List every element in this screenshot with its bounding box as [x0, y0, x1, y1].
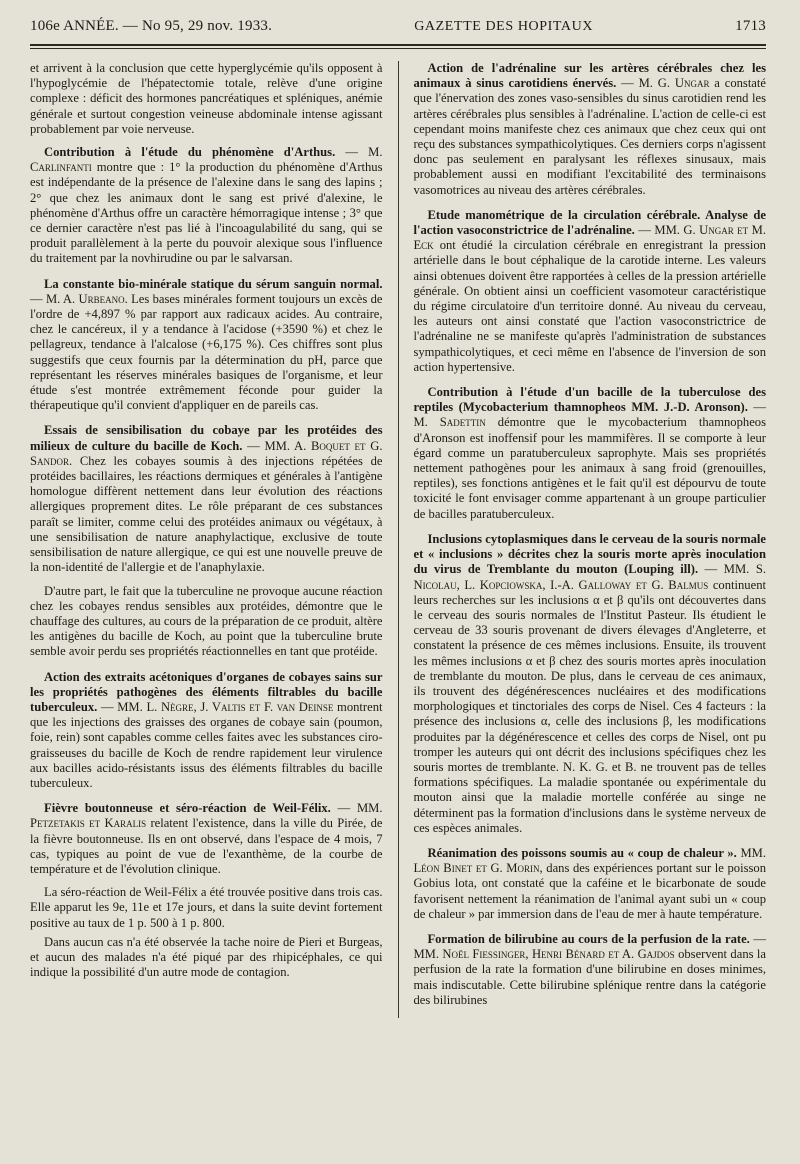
- article-bacille-reptiles: Contribution à l'étude d'un bacille de la tuberculose des reptiles (Mycobacterium thamnopheos MM. J.-D. Aronson). — M. Sadettin démontre que le mycobacterium thamnopheos d'Aronson est inoffensif pour les mammifères. Il se comporte à leur égard comme un paratuberculeux saprophyte. Mais ses propriétés nettement pathogènes pour les animaux à sang froid (grenouilles, reptiles), ses fonctions antigènes et le fait qu'il est dépourvu de toute toxicité le font envisager comme appartenant à un groupe particulier de bacilles paratuberculeux.: [413, 385, 766, 521]
- article-author: M. G. Ungar: [638, 76, 710, 91]
- article-text-3: Dans aucun cas n'a été observée la tache noire de Pieri et Burgeas, et aucun des malades n'a été piqué par des rhipicéphales, ce qui indique la possibilité d'un autre mode de contagion.: [30, 934, 383, 980]
- article-author: M. A. Urbeano.: [45, 291, 128, 306]
- article-title: Contribution à l'étude du phénomène d'Arthus.: [44, 145, 336, 160]
- article-text: a constaté que l'énervation des zones vaso-sensibles du sinus carotidien rend les artères cérébrales plus sensibles à l'adrénaline. L'action de celle-ci est cependant moins manifeste chez ces animaux que chez ceux qui ont reçu des substances sympathicolytiques. Ces derniers corps n'agissent donc pas seulement en paralysant les réflexes sinusaux, mais probablement aussi en modifiant l'excitabilité des terminaisons vasomotrices au niveau des artères cérébrales.: [413, 76, 766, 197]
- left-column: [30, 61, 392, 1018]
- article-author: MM. Léon Binet et G. Morin,: [413, 845, 767, 876]
- article-title: Action des extraits acétoniques d'organes de cobayes sains sur les propriétés pathogènes des éléments filtrables du bacille tuberculeux.: [30, 669, 383, 714]
- article-inclusions-cytoplasmiques: Inclusions cytoplasmiques dans le cerveau de la souris normale et « inclusions » décrites chez la souris morte après inoculation du virus de Tremblante du mouton (Louping ill). — MM. S. Nicolau, L. Kopciowska, I.-A. Galloway et G. Balmus continuent leurs recherches sur les inclusions α et β qu'ils ont découvertes dans le cerveau des souris normales de l'Institut Pasteur. Ils étudient le cerveau de 33 souris provenant de divers élevages d'Angleterre, et constatent la présence de ces mêmes inclusions. Ensuite, ils trouvent les mêmes inclusions α et β chez des souris mortes après inoculation de tremblante du mouton. De plus, dans le cerveau de ces animaux, ils trouvent des dégénérescences nucléaires et des modifications morphologiques et tinctoriales des corps de Nisel. Ces 4 facteurs : la présence des inclusions α, celle des inclusions β, les modifications produites par la dégénérescence et celles des corps de Nisel, ont pu tromper les auteurs qui ont décrit des inclusions spécifiques chez les souris mortes de tremblante. N. K. G. et B. ne trouvent pas de telles formations spécifiques. La maladie spontanée ou expérimentale du mouton ainsi que la maladie mortelle conférée au singe ne déterminent pas la formation d'inclusions dans le système nerveux de ces espèces animales.: [413, 531, 766, 835]
- article-author: MM. G. Ungar et M. Eck: [413, 223, 766, 253]
- article-author: MM. S. Nicolau, L. Kopciowska, I.-A. Galloway et G. Balmus: [413, 562, 766, 592]
- page-header: [30, 18, 766, 40]
- header-rule: [30, 44, 766, 46]
- article-title: Action de l'adrénaline sur les artères cérébrales chez les animaux à sinus carotidiens énervés.: [413, 61, 766, 91]
- article-text-2: La séro-réaction de Weil-Félix a été trouvée positive dans trois cas. Elle apparut les 9e, 11e et 17e jours, et dans la suite devint fortement positive au taux de 1 p. 500 à 1 p. 800.: [30, 885, 383, 930]
- article-reanimation-poissons: [413, 846, 766, 922]
- article-arthus: Contribution à l'étude du phénomène d'Arthus. — M. Carlinfanti montre que : 1° la production du phénomène d'Arthus est indépendante de la présence de l'alexine dans le sang des lapins ; 2° que chez les animaux dont le sang est privé d'alexine, le phénomène d'Arthus offre un caractère hémorragique intense ; 3° que ce dernier caractère n'est pas lié à l'incoagulabilité du sang, qui se produit parallèlement à la perte du pouvoir alexique sous l'influence du traitement par la novhirudine ou par le salvarsan.: [30, 145, 383, 266]
- article-text: Chez les cobayes soumis à des injections répétées de protéides bacillaires, les réactions dermiques et générales à l'antigène homologue diffèrent nettement dans leur évolution des réactions allergiques proprement dites. Le rôle préparant de ces substances paraît se limiter, comme celui des protéides animaux ou végétaux, à une sensibilisation de nature anaphylactique, exclusive de toute sensibilisation de nature allergique, ce qui est une nouvelle preuve de la non-identité de l'allergie et de l'anaphylaxie.: [30, 453, 383, 575]
- article-title: Réanimation des poissons soumis au « coup de chaleur ».: [427, 845, 737, 860]
- header-rule-thin: [30, 48, 766, 49]
- article-title: Fièvre boutonneuse et séro-réaction de Weil-Félix.: [44, 801, 331, 816]
- article-author: MM. A. Boquet et G. Sandor.: [30, 438, 383, 468]
- article-text: montrent que les injections des graisses des organes de cobaye sain (poumon, foie, rein) sont capables comme celles faites avec les substances ciro-graisseuses du bacille de Koch de rendre rapidement leur virulence aux bacilles acido-résistants issus des éléments filtrables du bacille tuberculeux.: [30, 699, 383, 790]
- article-text-2: D'autre part, le fait que la tuberculine ne provoque aucune réaction chez les cobayes rendus sensibles aux protéides, démontre que le chauffage des cultures, au cours de la préparation de ce produit, altère les antigènes du bacille de Koch, au point que la tuberculine brute semble avoir perdu ses propriétés réactionnelles en tant que protéide.: [30, 583, 383, 659]
- article-bilirubine-rate: Formation de bilirubine au cours de la perfusion de la rate. — MM. Noël Fiessinger, Henri Bénard et A. Gajdos observent dans la perfusion de la rate la formation d'une bilirubine en doses minimes, mais indiscutable. Cette bilirubine splénique rentre dans la catégorie des bilirubines: [413, 931, 766, 1007]
- article-title: Inclusions cytoplasmiques dans le cerveau de la souris normale et « inclusions » décrites chez la souris morte après inoculation du virus de Tremblante du mouton (Louping ill).: [413, 531, 766, 577]
- article-text: ont étudié la circulation cérébrale en enregistrant la pression artérielle dans le bout céphalique de la carotide interne. Les valeurs ainsi obtenues doivent être rapportées à celles de la pression artérielle générale. On obtient ainsi un coefficient vasomoteur caractéristique du régime circulatoire d'un territoire donné. Au niveau du cerveau, les auteurs ont ainsi constaté que l'action vasoconstrictrice de l'adrénaline ne se manifeste qu'après l'administration de substances sympathicolytiques, et ceci même en l'absence de l'inversion de son action hypertensive.: [413, 238, 766, 374]
- article-title: Contribution à l'étude d'un bacille de la tuberculose des reptiles (Mycobacterium thamnopheos MM. J.-D. Aronson).: [413, 385, 766, 415]
- article-text: observent dans la perfusion de la rate la formation d'une bilirubine en doses minimes, mais indiscutable. Cette bilirubine splénique rentre dans la catégorie des bilirubines: [413, 947, 766, 1007]
- article-author: MM. Noël Fiessinger, Henri Bénard et A. Gajdos: [413, 947, 675, 962]
- article-author: MM. Petzetakis et Karalis: [30, 801, 383, 831]
- article-author: M. Sadettin: [413, 415, 486, 430]
- article-adrenaline-sinus: Action de l'adrénaline sur les artères cérébrales chez les animaux à sinus carotidiens énervés. — M. G. Ungar a constaté que l'énervation des zones vaso-sensibles du sinus carotidien rend les artères cérébrales plus sensibles à l'adrénaline. L'action de celle-ci est cependant moins manifeste chez ces animaux que chez ceux qui ont reçu des substances sympathicolytiques. Ces derniers corps n'agissent donc pas seulement en paralysant les réflexes sinusaux, mais probablement aussi en modifiant l'excitabilité des terminaisons vasomotrices au niveau des artères cérébrales.: [413, 61, 766, 197]
- article-sensibilisation-cobaye: Essais de sensibilisation du cobaye par les protéides des milieux de culture du bacille de Koch. — MM. A. Boquet et G. Sandor. Chez les cobayes soumis à des injections répétées de protéides bacillaires, les réactions dermiques et générales à l'antigène homologue diffèrent nettement dans leur évolution des réactions allergiques proprement dites. Le rôle préparant de ces substances paraît se limiter, comme celui des protéides animaux ou végétaux, à une sensibilisation de nature anaphylactique, exclusive de toute sensibilisation de nature allergique, ce qui est une nouvelle preuve de la non-identité de l'allergie et de l'anaphylaxie. D'autre part, le fait que la tuberculine ne provoque aucune réaction chez les cobayes rendus sensibles aux protéides, démontre que le chauffage des cultures, au cours de la préparation de ce produit, altère les antigènes du bacille de Koch, au point que la tuberculine brute semble avoir perdu ses propriétés réactionnelles en tant que protéide.: [30, 423, 383, 659]
- article-extraits-acetoniques: Action des extraits acétoniques d'organes de cobayes sains sur les propriétés pathogènes des éléments filtrables du bacille tuberculeux. — MM. L. Nègre, J. Valtis et F. van Deinse montrent que les injections des graisses des organes de cobaye sain (poumon, foie, rein) sont capables comme celles faites avec les substances ciro-graisseuses du bacille de Koch de rendre rapidement leur virulence aux bacilles acido-résistants issus des éléments filtrables du bacille tuberculeux.: [30, 669, 383, 790]
- article-fievre-boutonneuse: Fièvre boutonneuse et séro-réaction de Weil-Félix. — MM. Petzetakis et Karalis relatent l'existence, dans la ville du Pirée, de la fièvre boutonneuse. Ils en ont observé, dans l'espace de 4 mois, 7 cas, typiques au point de vue de l'exanthème, de la courbe de température et de l'évolution clinique. La séro-réaction de Weil-Félix a été trouvée positive dans trois cas. Elle apparut les 9e, 11e et 17e jours, et dans la suite devint fortement positive au taux de 1 p. 500 à 1 p. 800. Dans aucun cas n'a été observée la tache noire de Pieri et Burgeas, et aucun des malades n'a été piqué par des rhipicéphales, ce qui indique la possibilité d'un autre mode de contagion.: [30, 801, 383, 980]
- right-column: [404, 61, 766, 1018]
- article-text: continuent leurs recherches sur les inclusions α et β qu'ils ont découvertes dans le cerveau des souris normales de l'Institut Pasteur. Ils étudient le cerveau de 33 souris provenant de divers élevages d'Angleterre, et constatent la présence de ces mêmes inclusions. Ensuite, ils trouvent les mêmes inclusions α et β chez des souris mortes après inoculation de tremblante du mouton. De plus, dans le cerveau de ces animaux, ils trouvent des dégénérescences nucléaires et des modifications morphologiques et tinctoriales des corps de Nisel. Ces 4 facteurs : la présence des inclusions α, celle des inclusions β, les modifications produites par la dégénérescence et celles des corps de Nisel, ont pu tromper les auteurs qui ont décrit des inclusions spécifiques chez les souris mortes de tremblante. N. K. G. et B. ne trouvent pas de telles formations spécifiques. La maladie spontanée ou expérimentale du mouton ainsi que la maladie mortelle conférée au singe ne déterminent pas la formation d'inclusions dans le système nerveux de ces espèces animales.: [413, 577, 766, 835]
- column-divider: [398, 61, 399, 1018]
- article-text: démontre que le mycobacterium thamnopheos d'Aronson est inoffensif pour les mammifères. Il se comporte à leur égard comme un paratuberculeux saprophyte. Mais ses propriétés nettement pathogènes pour les animaux à sang froid (grenouilles, reptiles), ses fonctions antigènes et le fait qu'il est dépourvu de toute toxicité le font envisager comme appartenant à un groupe particulier de bacilles paratuberculeux.: [413, 415, 766, 521]
- article-author: M. Carlinfanti: [30, 145, 383, 175]
- article-constante-biominerale: La constante bio-minérale statique du sérum sanguin normal. — M. A. Urbeano. Les bases minérales forment toujours un excès de l'ordre de +4,897 % par rapport aux radicaux acides. Au contraire, chez le cancéreux, il y a tendance à l'acidose (+3590 %) et chez le pellagreux, tendance à l'alcalose (+6,175 %). Ces chiffres sont plus suggestifs que ceux fournis par la détermination du pH, parce que représentant les réserves minérales basiques de l'organisme, et leur étude s'est montrée extrêmement féconde pour guider la thérapeutique qu'il convient d'appliquer en de pareils cas.: [30, 276, 383, 413]
- article-text: montre que : 1° la production du phénomène d'Arthus est indépendante de la présence de l'alexine dans le sang des lapins ; 2° que chez les animaux dont le sang est privé d'alexine, le phénomène d'Arthus offre un caractère hémorragique intense ; 3° que ce dernier caractère n'est pas lié à l'incoagulabilité du sang, qui se produit parallèlement à la perte du pouvoir alexique sous l'influence du traitement par la novhirudine ou par le salvarsan.: [30, 160, 383, 266]
- article-title: Etude manométrique de la circulation cérébrale. Analyse de l'action vasoconstrictrice de l'adrénaline.: [413, 207, 766, 238]
- issue-line: 106e ANNÉE. — No 95, 29 nov. 1933.: [30, 18, 273, 34]
- article-text: Les bases minérales forment toujours un excès de l'ordre de +4,897 % par rapport aux radicaux acides. Au contraire, chez le cancéreux, il y a tendance à l'acidose (+3590 %) et chez le pellagreux, tendance à l'alcalose (+6,175 %). Ces chiffres sont plus suggestifs que ceux fournis par la détermination du pH, parce que représentant les réserves minérales basiques de l'organisme, et leur étude s'est montrée extrêmement féconde pour guider la thérapeutique qu'il convient d'appliquer en de pareils cas.: [30, 291, 383, 413]
- text-columns: [30, 61, 766, 1018]
- journal-title: GAZETTE DES HOPITAUX: [414, 19, 594, 34]
- article-circulation-cerebrale: Etude manométrique de la circulation cérébrale. Analyse de l'action vasoconstrictrice de l'adrénaline. — MM. G. Ungar et M. Eck ont étudié la circulation cérébrale en enregistrant la pression artérielle dans le bout céphalique de la carotide interne. Les valeurs ainsi obtenues doivent être rapportées à celles de la pression artérielle générale. On obtient ainsi un coefficient vasomoteur caractéristique du régime circulatoire d'un territoire donné. Au niveau du cerveau, les auteurs ont ainsi constaté que l'action vasoconstrictrice de l'adrénaline ne se manifeste qu'après l'administration de substances sympathicolytiques, et ceci même en l'absence de l'inversion de son action hypertensive.: [413, 207, 766, 374]
- article-title: Formation de bilirubine au cours de la perfusion de la rate.: [427, 931, 750, 946]
- article-title: Essais de sensibilisation du cobaye par les protéides des milieux de culture du bacille de Koch.: [30, 423, 383, 453]
- article-text: relatent l'existence, dans la ville du Pirée, de la fièvre boutonneuse. Ils en ont observé, dans l'espace de 4 mois, 7 cas, typiques au point de vue de l'exanthème, de la courbe de température et de l'évolution clinique.: [30, 816, 383, 876]
- article-author: MM. L. Nègre, J. Valtis et F. van Deinse: [117, 699, 334, 714]
- article-title: La constante bio-minérale statique du sérum sanguin normal.: [44, 276, 383, 291]
- continued-paragraph: et arrivent à la conclusion que cette hyperglycémie qu'ils opposent à l'hypoglycémie de l'hépatectomie totale, relève d'une origine complexe : déficit des hormones pancréatiques et spléniques, anémie générale et surtout congestion veineuse abdominale intense agissant probablement par voie nerveuse.: [30, 61, 383, 136]
- article-text: dans des expériences portant sur le poisson Gobius lota, ont constaté que la caféine et le bicarbonate de soude favorisent nettement la réanimation de l'animal ayant subi un « coup de chaleur » par immersion dans de l'eau de mer à haute température.: [413, 861, 766, 921]
- page-number: 1713: [735, 18, 766, 34]
